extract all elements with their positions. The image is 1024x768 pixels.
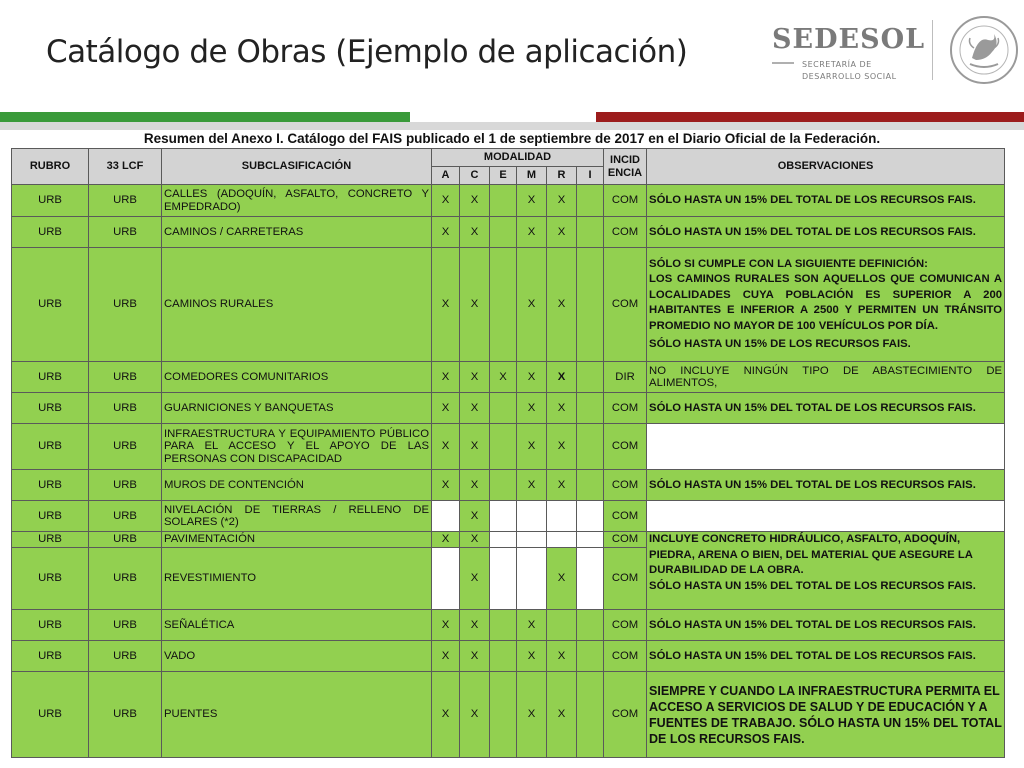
cell-mod-r [547, 501, 577, 532]
cell-subclasificacion: CAMINOS RURALES [162, 248, 432, 362]
cell-mod-m: X [517, 424, 547, 470]
accent-band-red [596, 112, 1024, 122]
cell-incidencia: COM [604, 248, 647, 362]
table-row [12, 610, 1005, 641]
cell-mod-c: X [460, 641, 490, 672]
cell-mod-a: X [432, 217, 460, 248]
cell-mod-m: X [517, 393, 547, 424]
cell-mod-m: X [517, 248, 547, 362]
cell-rubro: URB [12, 185, 89, 217]
table-caption: Resumen del Anexo I. Catálogo del FAIS publicado el 1 de septiembre de 2017 en el Diario Oficial de la Federación. [143, 131, 881, 146]
cell-mod-i [577, 393, 604, 424]
cell-mod-r: X [547, 393, 577, 424]
cell-mod-r [547, 532, 577, 548]
cell-mod-r: X [547, 217, 577, 248]
table-row [12, 501, 1005, 532]
cell-lcf: URB [89, 501, 162, 532]
cell-mod-i [577, 548, 604, 610]
cell-incidencia: COM [604, 501, 647, 532]
cell-mod-e [490, 610, 517, 641]
cell-mod-c: X [460, 424, 490, 470]
table-row [12, 393, 1005, 424]
cell-mod-r [547, 610, 577, 641]
cell-lcf: URB [89, 641, 162, 672]
cell-incidencia: COM [604, 641, 647, 672]
cell-mod-e [490, 217, 517, 248]
logo-rule [772, 62, 794, 64]
cell-mod-m: X [517, 470, 547, 501]
cell-mod-i [577, 217, 604, 248]
cell-mod-e [490, 501, 517, 532]
cell-mod-m: X [517, 610, 547, 641]
cell-incidencia: DIR [604, 362, 647, 393]
cell-mod-e: X [490, 362, 517, 393]
cell-mod-c: X [460, 532, 490, 548]
cell-rubro: URB [12, 393, 89, 424]
cell-mod-e [490, 470, 517, 501]
cell-rubro: URB [12, 217, 89, 248]
header-mod-r: R [547, 167, 577, 185]
cell-lcf: URB [89, 548, 162, 610]
cell-observaciones [647, 248, 1005, 362]
cell-mod-m [517, 532, 547, 548]
page-title: Catálogo de Obras (Ejemplo de aplicación) [46, 34, 688, 70]
header-modalidad: MODALIDAD [432, 149, 604, 167]
cell-mod-i [577, 470, 604, 501]
cell-subclasificacion: MUROS DE CONTENCIÓN [162, 470, 432, 501]
cell-mod-e [490, 185, 517, 217]
cell-subclasificacion: CALLES (ADOQUÍN, ASFALTO, CONCRETO Y EMPEDRADO) [162, 185, 432, 217]
cell-mod-c: X [460, 672, 490, 758]
cell-mod-r: X [547, 424, 577, 470]
cell-rubro: URB [12, 470, 89, 501]
obs-line: INCLUYE CONCRETO HIDRÁULICO, ASFALTO, ADOQUÍN, PIEDRA, ARENA O BIEN, DEL MATERIAL QUE ASEGURE LA DURABILIDAD DE LA OBRA. [649, 533, 973, 576]
cell-observaciones [647, 424, 1005, 470]
cell-lcf: URB [89, 217, 162, 248]
cell-subclasificacion: INFRAESTRUCTURA Y EQUIPAMIENTO PÚBLICO PARA EL ACCESO Y EL APOYO DE LAS PERSONAS CON DISCAPACIDAD [162, 424, 432, 470]
cell-mod-e [490, 393, 517, 424]
cell-lcf: URB [89, 672, 162, 758]
header-mod-e: E [490, 167, 517, 185]
cell-rubro: URB [12, 610, 89, 641]
table-row [12, 248, 1005, 362]
cell-mod-i [577, 362, 604, 393]
cell-mod-a: X [432, 393, 460, 424]
cell-mod-e [490, 548, 517, 610]
cell-observaciones [647, 532, 1005, 610]
cell-mod-i [577, 424, 604, 470]
cell-observaciones: SÓLO HASTA UN 15% DEL TOTAL DE LOS RECURSOS FAIS. [647, 641, 1005, 672]
obs-line: SÓLO SI CUMPLE CON LA SIGUIENTE DEFINICIÓN: [649, 257, 928, 270]
cell-rubro: URB [12, 672, 89, 758]
obs-line: LOS CAMINOS RURALES SON AQUELLOS QUE COMUNICAN A LOCALIDADES CUYA POBLACIÓN ES SUPERIOR A 200 HABITANTES E INFERIOR A 2500 Y PERMITEN UN TRÁNSITO PROMEDIO NO MAYOR DE 100 VEHÍCULOS POR DÍA. [649, 273, 1003, 332]
header-incidencia: INCID ENCIA [604, 149, 647, 185]
cell-incidencia: COM [604, 393, 647, 424]
cell-mod-a: X [432, 470, 460, 501]
cell-rubro: URB [12, 248, 89, 362]
logo-word: SEDESOL [772, 24, 926, 55]
cell-mod-i [577, 185, 604, 217]
cell-mod-r: X [547, 185, 577, 217]
cell-mod-i [577, 641, 604, 672]
cell-mod-e [490, 672, 517, 758]
cell-rubro: URB [12, 501, 89, 532]
cell-subclasificacion: SEÑALÉTICA [162, 610, 432, 641]
cell-mod-r: X [547, 672, 577, 758]
cell-mod-r: X [547, 248, 577, 362]
logo-subtitle-2: DESARROLLO SOCIAL [802, 72, 897, 81]
cell-observaciones: SÓLO HASTA UN 15% DEL TOTAL DE LOS RECURSOS FAIS. [647, 185, 1005, 217]
cell-observaciones: SIEMPRE Y CUANDO LA INFRAESTRUCTURA PERMITA EL ACCESO A SERVICIOS DE SALUD Y DE EDUCACIÓN Y A FUENTES DE TRABAJO. SÓLO HASTA UN 15% DEL TOTAL DE LOS RECURSOS FAIS. [647, 672, 1005, 758]
cell-mod-r: X [547, 362, 577, 393]
cell-mod-i [577, 672, 604, 758]
cell-mod-a: X [432, 248, 460, 362]
table-row [12, 641, 1005, 672]
cell-subclasificacion: PUENTES [162, 672, 432, 758]
cell-incidencia: COM [604, 610, 647, 641]
header-33-lcf: 33 LCF [89, 149, 162, 185]
cell-mod-i [577, 532, 604, 548]
cell-mod-i [577, 610, 604, 641]
cell-mod-m [517, 548, 547, 610]
table-row [12, 217, 1005, 248]
table-row [12, 185, 1005, 217]
cell-mod-a: X [432, 424, 460, 470]
cell-rubro: URB [12, 362, 89, 393]
cell-lcf: URB [89, 424, 162, 470]
cell-observaciones: SÓLO HASTA UN 15% DEL TOTAL DE LOS RECURSOS FAIS. [647, 217, 1005, 248]
cell-mod-c: X [460, 548, 490, 610]
cell-lcf: URB [89, 248, 162, 362]
cell-observaciones: SÓLO HASTA UN 15% DEL TOTAL DE LOS RECURSOS FAIS. [647, 610, 1005, 641]
logo-divider [932, 20, 933, 80]
cell-observaciones: SÓLO HASTA UN 15% DEL TOTAL DE LOS RECURSOS FAIS. [647, 393, 1005, 424]
cell-mod-c: X [460, 248, 490, 362]
cell-mod-m: X [517, 362, 547, 393]
cell-incidencia: COM [604, 672, 647, 758]
cell-mod-c: X [460, 501, 490, 532]
cell-subclasificacion: VADO [162, 641, 432, 672]
cell-mod-i [577, 248, 604, 362]
cell-incidencia: COM [604, 470, 647, 501]
cell-mod-r: X [547, 641, 577, 672]
cell-subclasificacion: COMEDORES COMUNITARIOS [162, 362, 432, 393]
cell-mod-m: X [517, 185, 547, 217]
national-seal-icon [948, 14, 1020, 86]
cell-lcf: URB [89, 393, 162, 424]
cell-mod-a [432, 548, 460, 610]
cell-mod-r: X [547, 548, 577, 610]
cell-incidencia: COM [604, 185, 647, 217]
cell-mod-e [490, 248, 517, 362]
cell-lcf: URB [89, 470, 162, 501]
cell-incidencia: COM [604, 424, 647, 470]
cell-mod-i [577, 501, 604, 532]
cell-mod-e [490, 532, 517, 548]
cell-lcf: URB [89, 362, 162, 393]
cell-mod-e [490, 641, 517, 672]
cell-mod-c: X [460, 362, 490, 393]
obs-line: SÓLO HASTA UN 15% DE LOS RECURSOS FAIS. [649, 338, 911, 350]
cell-observaciones: SÓLO HASTA UN 15% DEL TOTAL DE LOS RECURSOS FAIS. [647, 470, 1005, 501]
logo-subtitle-1: SECRETARÍA DE [802, 60, 872, 69]
cell-mod-a: X [432, 610, 460, 641]
cell-mod-a: X [432, 672, 460, 758]
cell-mod-c: X [460, 470, 490, 501]
table-row [12, 532, 1005, 548]
cell-mod-e [490, 424, 517, 470]
cell-mod-a: X [432, 185, 460, 217]
cell-mod-a [432, 501, 460, 532]
accent-band-green [0, 112, 410, 122]
cell-mod-a: X [432, 532, 460, 548]
header-subclasificacion: SUBCLASIFICACIÓN [162, 149, 432, 185]
cell-mod-m: X [517, 641, 547, 672]
catalog-table [11, 148, 1005, 758]
header-mod-a: A [432, 167, 460, 185]
cell-lcf: URB [89, 532, 162, 548]
header-mod-m: M [517, 167, 547, 185]
table-row [12, 424, 1005, 470]
header-mod-c: C [460, 167, 490, 185]
cell-incidencia: COM [604, 532, 647, 548]
cell-mod-c: X [460, 217, 490, 248]
cell-subclasificacion: NIVELACIÓN DE TIERRAS / RELLENO DE SOLARES (*2) [162, 501, 432, 532]
obs-line: SÓLO HASTA UN 15% DEL TOTAL DE LOS RECURSOS FAIS. [649, 579, 976, 592]
cell-subclasificacion: PAVIMENTACIÓN [162, 532, 432, 548]
cell-mod-m: X [517, 672, 547, 758]
cell-subclasificacion: GUARNICIONES Y BANQUETAS [162, 393, 432, 424]
cell-rubro: URB [12, 548, 89, 610]
cell-rubro: URB [12, 532, 89, 548]
cell-mod-a: X [432, 641, 460, 672]
cell-mod-m: X [517, 217, 547, 248]
cell-rubro: URB [12, 641, 89, 672]
table-row [12, 362, 1005, 393]
header-observaciones: OBSERVACIONES [647, 149, 1005, 185]
table-row [12, 672, 1005, 758]
cell-mod-a: X [432, 362, 460, 393]
cell-subclasificacion: CAMINOS / CARRETERAS [162, 217, 432, 248]
cell-incidencia: COM [604, 217, 647, 248]
cell-observaciones: NO INCLUYE NINGÚN TIPO DE ABASTECIMIENTO DE ALIMENTOS, [647, 362, 1005, 393]
cell-rubro: URB [12, 424, 89, 470]
cell-mod-c: X [460, 610, 490, 641]
header-rubro: RUBRO [12, 149, 89, 185]
cell-incidencia: COM [604, 548, 647, 610]
accent-band-gray [0, 122, 1024, 130]
table-row [12, 470, 1005, 501]
cell-lcf: URB [89, 185, 162, 217]
cell-observaciones [647, 501, 1005, 532]
cell-mod-c: X [460, 393, 490, 424]
sedesol-logo [772, 20, 1024, 92]
cell-mod-r: X [547, 470, 577, 501]
cell-subclasificacion: REVESTIMIENTO [162, 548, 432, 610]
cell-mod-c: X [460, 185, 490, 217]
cell-lcf: URB [89, 610, 162, 641]
cell-mod-m [517, 501, 547, 532]
header-mod-i: I [577, 167, 604, 185]
